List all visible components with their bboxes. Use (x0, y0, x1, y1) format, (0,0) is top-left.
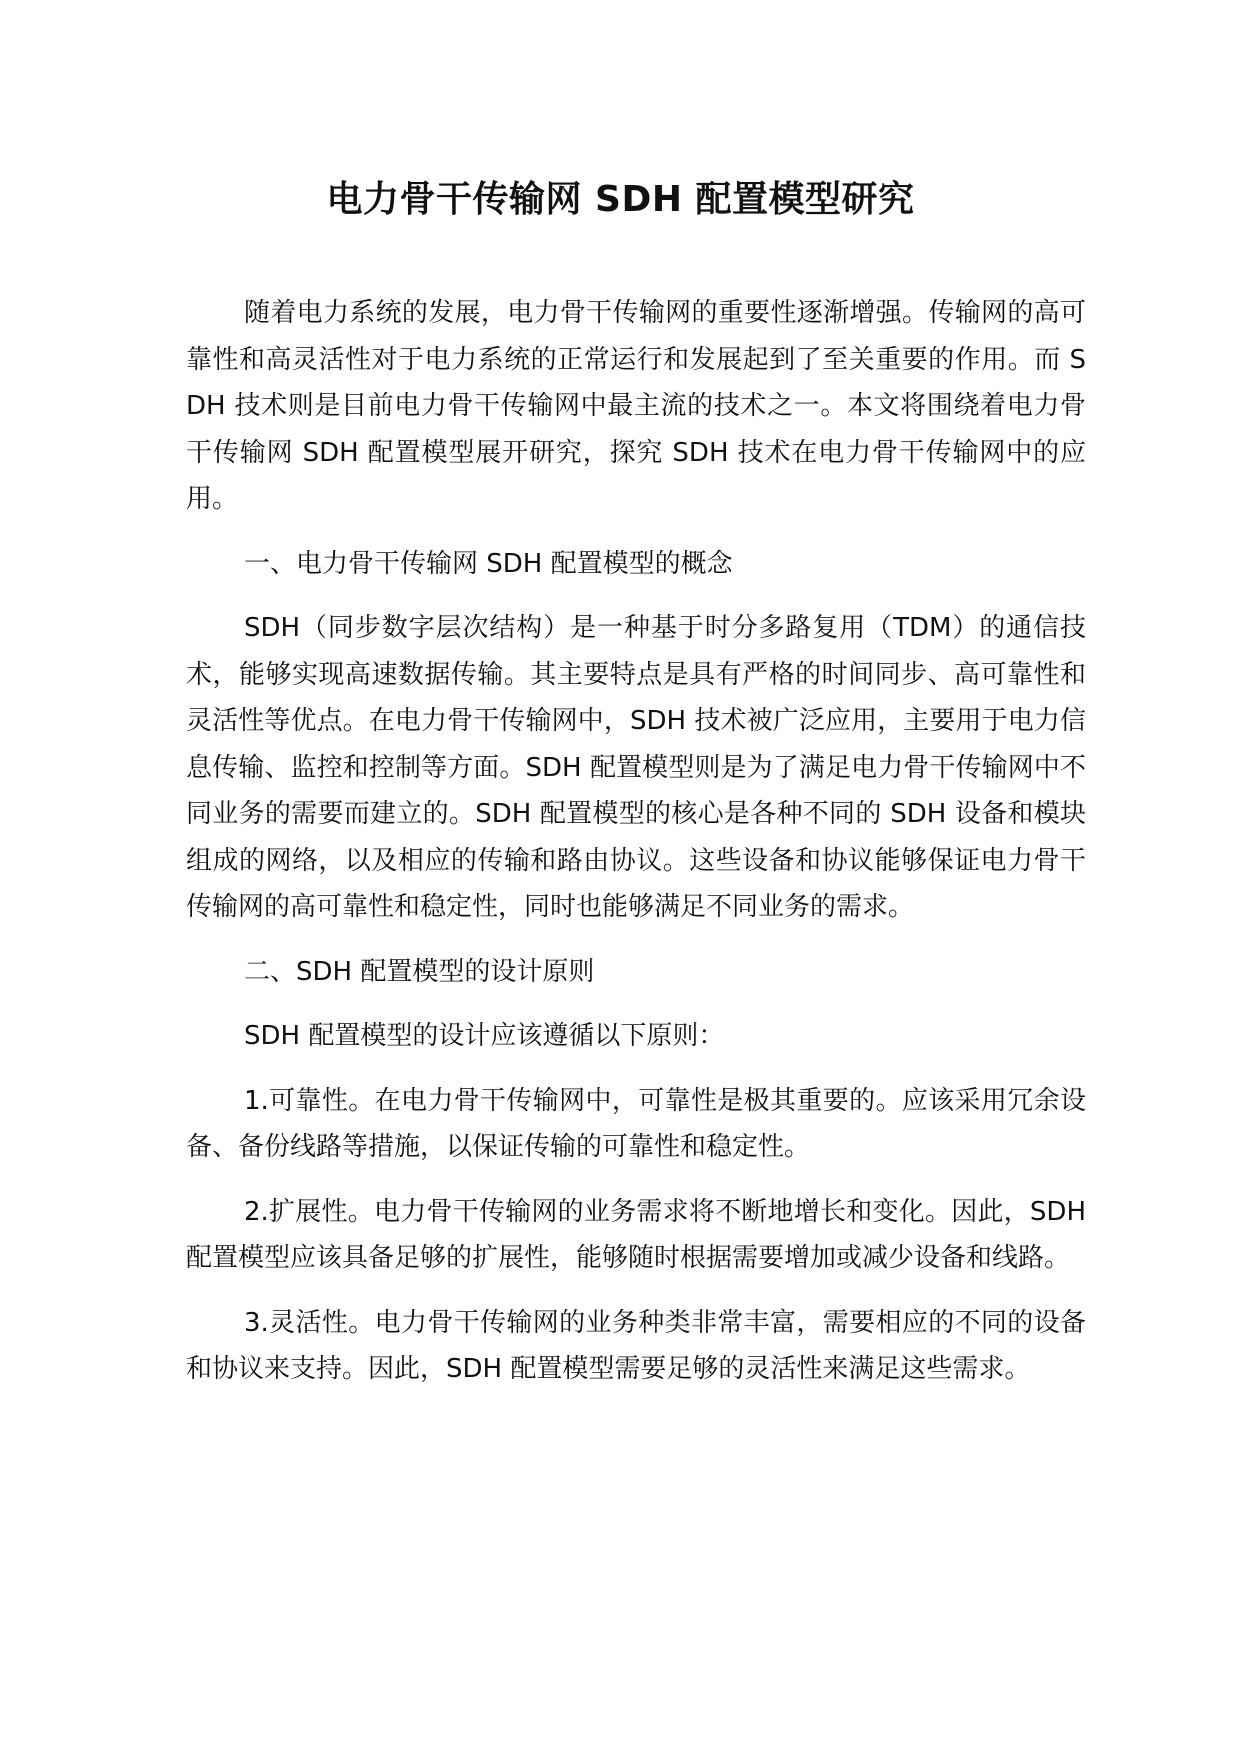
paragraph-principles-intro: SDH 配置模型的设计应该遵循以下原则： (244, 1021, 725, 1051)
paragraph-reliability: 1.可靠性。在电力骨干传输网中，可靠性是极其重要的。应该采用冗余设备、备份线路等措施，以保证传输的可靠性和稳定性。 (186, 1085, 1086, 1162)
document-title: 电力骨干传输网 SDH 配置模型研究 (326, 179, 915, 220)
paragraph-flexibility: 3.灵活性。电力骨干传输网的业务种类非常丰富，需要相应的不同的设备和协议来支持。因此，SDH 配置模型需要足够的灵活性来满足这些需求。 (186, 1307, 1086, 1384)
paragraph-concept: SDH（同步数字层次结构）是一种基于时分多路复用（TDM）的通信技术，能够实现高速数据传输。其主要特点是具有严格的时间同步、高可靠性和灵活性等优点。在电力骨干传输网中，SDH 技术被广泛应用，主要用于电力信息传输、监控和控制等方面。SDH 配置模型则是为了满足电力骨干传输网中不同业务的需要而建立的。SDH 配置模型的核心是各种不同的 SDH 设备和模块组成的网络，以及相应的传输和路由协议。这些设备和协议能够保证电力骨干传输网的高可靠性和稳定性，同时也能够满足不同业务的需求。 (186, 613, 1086, 922)
document-body (186, 290, 1086, 1411)
paragraph-scalability: 2.扩展性。电力骨干传输网的业务需求将不断地增长和变化。因此，SDH 配置模型应该具备足够的扩展性，能够随时根据需要增加或减少设备和线路。 (186, 1196, 1086, 1273)
section-heading-2: 二、SDH 配置模型的设计原则 (244, 956, 595, 987)
paragraph-intro: 随着电力系统的发展，电力骨干传输网的重要性逐渐增强。传输网的高可靠性和高灵活性对于电力系统的正常运行和发展起到了至关重要的作用。而 SDH 技术则是目前电力骨干传输网中最主流的技术之一。本文将围绕着电力骨干传输网 SDH 配置模型展开研究，探究 SDH 技术在电力骨干传输网中的应用。 (186, 298, 1086, 514)
section-heading-1: 一、电力骨干传输网 SDH 配置模型的概念 (244, 548, 733, 579)
